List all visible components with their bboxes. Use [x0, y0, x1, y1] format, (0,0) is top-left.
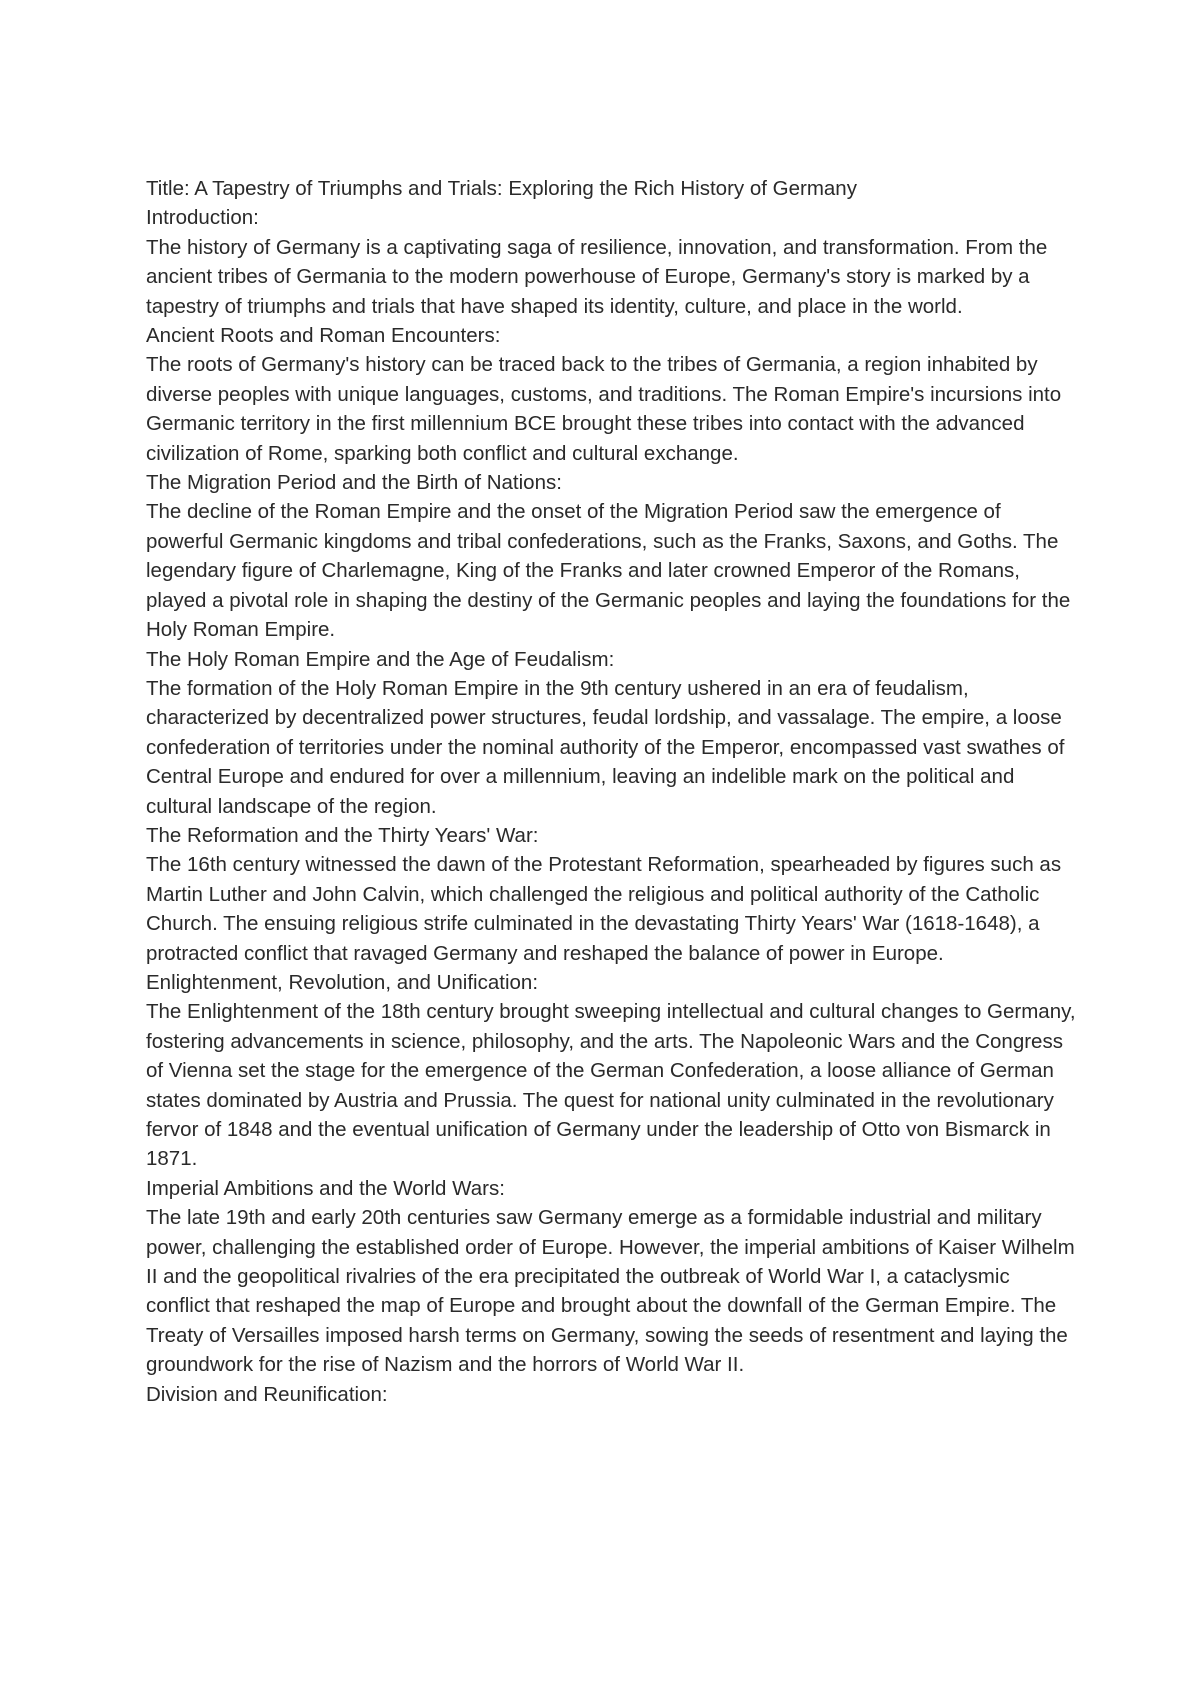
document-title: Title: A Tapestry of Triumphs and Trials: Exploring the Rich History of Germany: [146, 177, 857, 200]
section-body-enlightenment: The Enlightenment of the 18th century brought sweeping intellectual and cultural changes to Germany, fostering advancements in science, philosophy, and the arts. The Napoleonic Wars and the Congress of Vienna set the stage for the emergence of the German Confederation, a loose alliance of German states dominated by Austria and Prussia. The quest for national unity culminated in the revolutionary fervor of 1848 and the eventual unification of Germany under the leadership of Otto von Bismarck in 1871.: [146, 1000, 1076, 1171]
section-heading-migration-period: The Migration Period and the Birth of Nations:: [146, 471, 562, 495]
document-body: [146, 174, 1076, 1409]
section-body-migration-period: The decline of the Roman Empire and the onset of the Migration Period saw the emergence of powerful Germanic kingdoms and tribal confederations, such as the Franks, Saxons, and Goths. The legendary figure of Charlemagne, King of the Franks and later crowned Emperor of the Romans, played a pivotal role in shaping the destiny of the Germanic peoples and laying the foundations for the Holy Roman Empire.: [146, 500, 1071, 642]
section-body-introduction: The history of Germany is a captivating saga of resilience, innovation, and transformation. From the ancient tribes of Germania to the modern powerhouse of Europe, Germany's story is marked by a tapestry of triumphs and trials that have shaped its identity, culture, and place in the world.: [146, 235, 1048, 318]
section-body-ancient-roots: The roots of Germany's history can be traced back to the tribes of Germania, a region inhabited by diverse peoples with unique languages, customs, and traditions. The Roman Empire's incursions into Germanic territory in the first millennium BCE brought these tribes into contact with the advanced civilization of Rome, sparking both conflict and cultural exchange.: [146, 353, 1062, 465]
section-heading-imperial-ambitions: Imperial Ambitions and the World Wars:: [146, 1176, 505, 1200]
section-heading-enlightenment: Enlightenment, Revolution, and Unification:: [146, 970, 539, 994]
section-heading-reformation: The Reformation and the Thirty Years' War:: [146, 823, 539, 847]
section-body-reformation: The 16th century witnessed the dawn of the Protestant Reformation, spearheaded by figures such as Martin Luther and John Calvin, which challenged the religious and political authority of the Catholic Church. The ensuing religious strife culminated in the devastating Thirty Years' War (1618-1648), a protracted conflict that ravaged Germany and reshaped the balance of power in Europe.: [146, 853, 1062, 965]
section-heading-introduction: Introduction:: [146, 206, 259, 230]
section-body-holy-roman-empire: The formation of the Holy Roman Empire in the 9th century ushered in an era of feudalism, characterized by decentralized power structures, feudal lordship, and vassalage. The empire, a loose confederation of territories under the nominal authority of the Emperor, encompassed vast swathes of Central Europe and endured for over a millennium, leaving an indelible mark on the political and cultural landscape of the region.: [146, 676, 1065, 818]
section-body-imperial-ambitions: The late 19th and early 20th centuries saw Germany emerge as a formidable industrial and military power, challenging the established order of Europe. However, the imperial ambitions of Kaiser Wilhelm II and the geopolitical rivalries of the era precipitated the outbreak of World War I, a cataclysmic conflict that reshaped the map of Europe and brought about the downfall of the German Empire. The Treaty of Versailles imposed harsh terms on Germany, sowing the seeds of resentment and laying the groundwork for the rise of Nazism and the horrors of World War II.: [146, 1206, 1075, 1377]
section-heading-division-reunification: Division and Reunification:: [146, 1382, 388, 1406]
section-heading-holy-roman-empire: The Holy Roman Empire and the Age of Feudalism:: [146, 647, 615, 671]
section-heading-ancient-roots: Ancient Roots and Roman Encounters:: [146, 324, 501, 348]
